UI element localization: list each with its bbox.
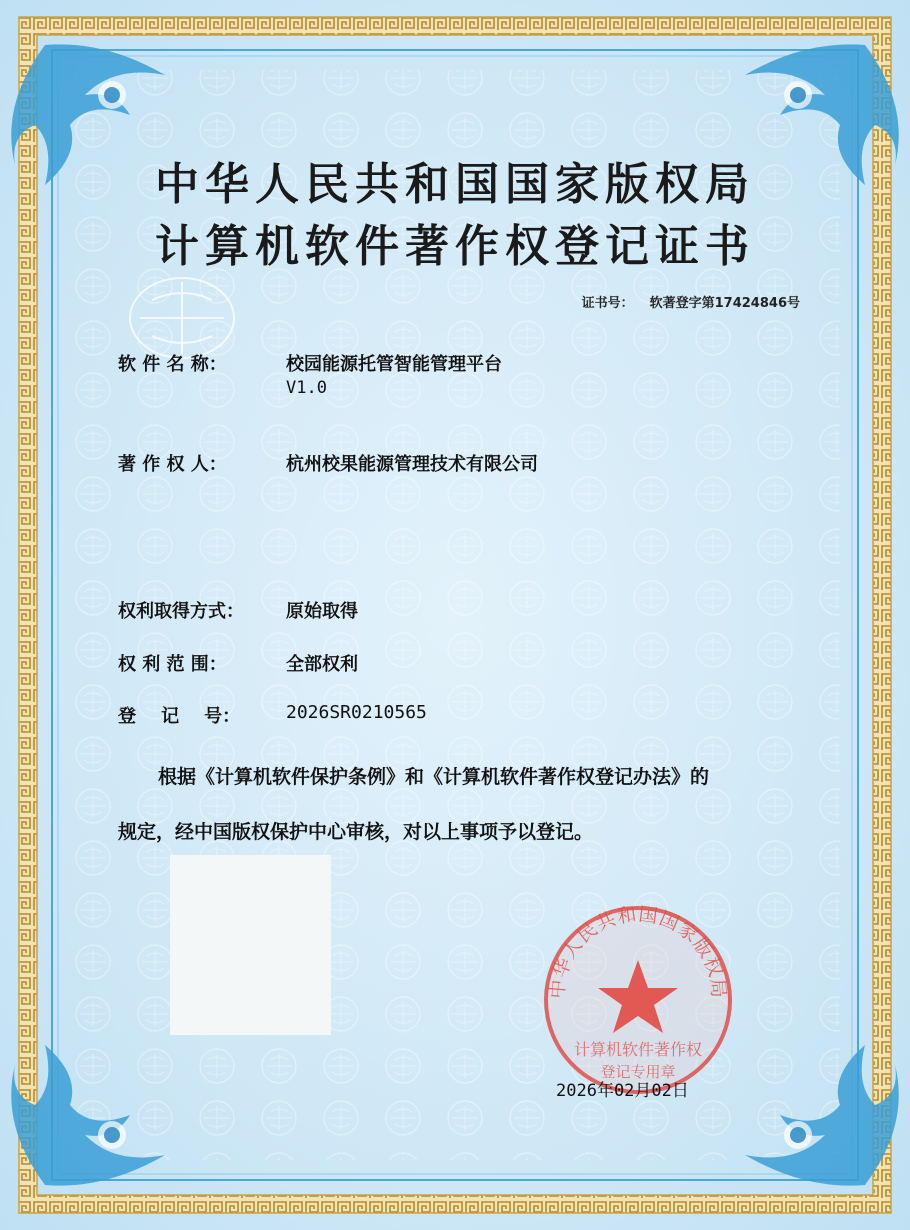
official-seal bbox=[538, 900, 738, 1100]
rights-scope-label: 权 利 范 围： bbox=[118, 654, 227, 675]
registration-number-value: 2026SR0210565 bbox=[286, 702, 427, 723]
issue-date: 2026年02月02日 bbox=[556, 1081, 689, 1101]
acquisition-method-row bbox=[118, 597, 358, 623]
software-name-value: 校园能源托管智能管理平台 bbox=[286, 354, 502, 375]
acquisition-method-value: 原始取得 bbox=[286, 601, 358, 622]
rights-scope-row bbox=[118, 650, 358, 676]
certificate-title: 计算机软件著作权登记证书 bbox=[155, 221, 755, 272]
acquisition-method-label: 权利取得方式： bbox=[118, 601, 244, 622]
copyright-owner-row bbox=[118, 450, 538, 476]
issuer-title: 中华人民共和国国家版权局 bbox=[155, 159, 755, 210]
copyright-emblem-watermark bbox=[130, 278, 234, 358]
photo-placeholder bbox=[170, 855, 331, 1035]
software-name-row bbox=[118, 350, 502, 376]
seal-line-1: 计算机软件著作权 bbox=[573, 1040, 703, 1059]
statement-line-2: 规定，经中国版权保护中心审核，对以上事项予以登记。 bbox=[118, 821, 594, 843]
registration-number-label: 登 记 号： bbox=[118, 706, 241, 727]
software-name-label: 软 件 名 称： bbox=[118, 354, 227, 375]
copyright-owner-value: 杭州校果能源管理技术有限公司 bbox=[286, 454, 538, 475]
certificate-number-value: 软著登字第17424846号 bbox=[649, 296, 800, 311]
seal-top-text: 中华人民共和国国家版权局 bbox=[546, 903, 730, 1000]
rights-scope-value: 全部权利 bbox=[286, 654, 358, 675]
copyright-owner-label: 著 作 权 人： bbox=[118, 454, 227, 475]
statement-line-1: 根据《计算机软件保护条例》和《计算机软件著作权登记办法》的 bbox=[158, 766, 710, 788]
certificate-number-label: 证书号： bbox=[581, 296, 634, 311]
registration-number-row bbox=[118, 702, 427, 728]
certificate-number bbox=[582, 292, 800, 311]
software-version: V1.0 bbox=[286, 378, 327, 398]
seal-line-2: 登记专用章 bbox=[600, 1063, 676, 1081]
